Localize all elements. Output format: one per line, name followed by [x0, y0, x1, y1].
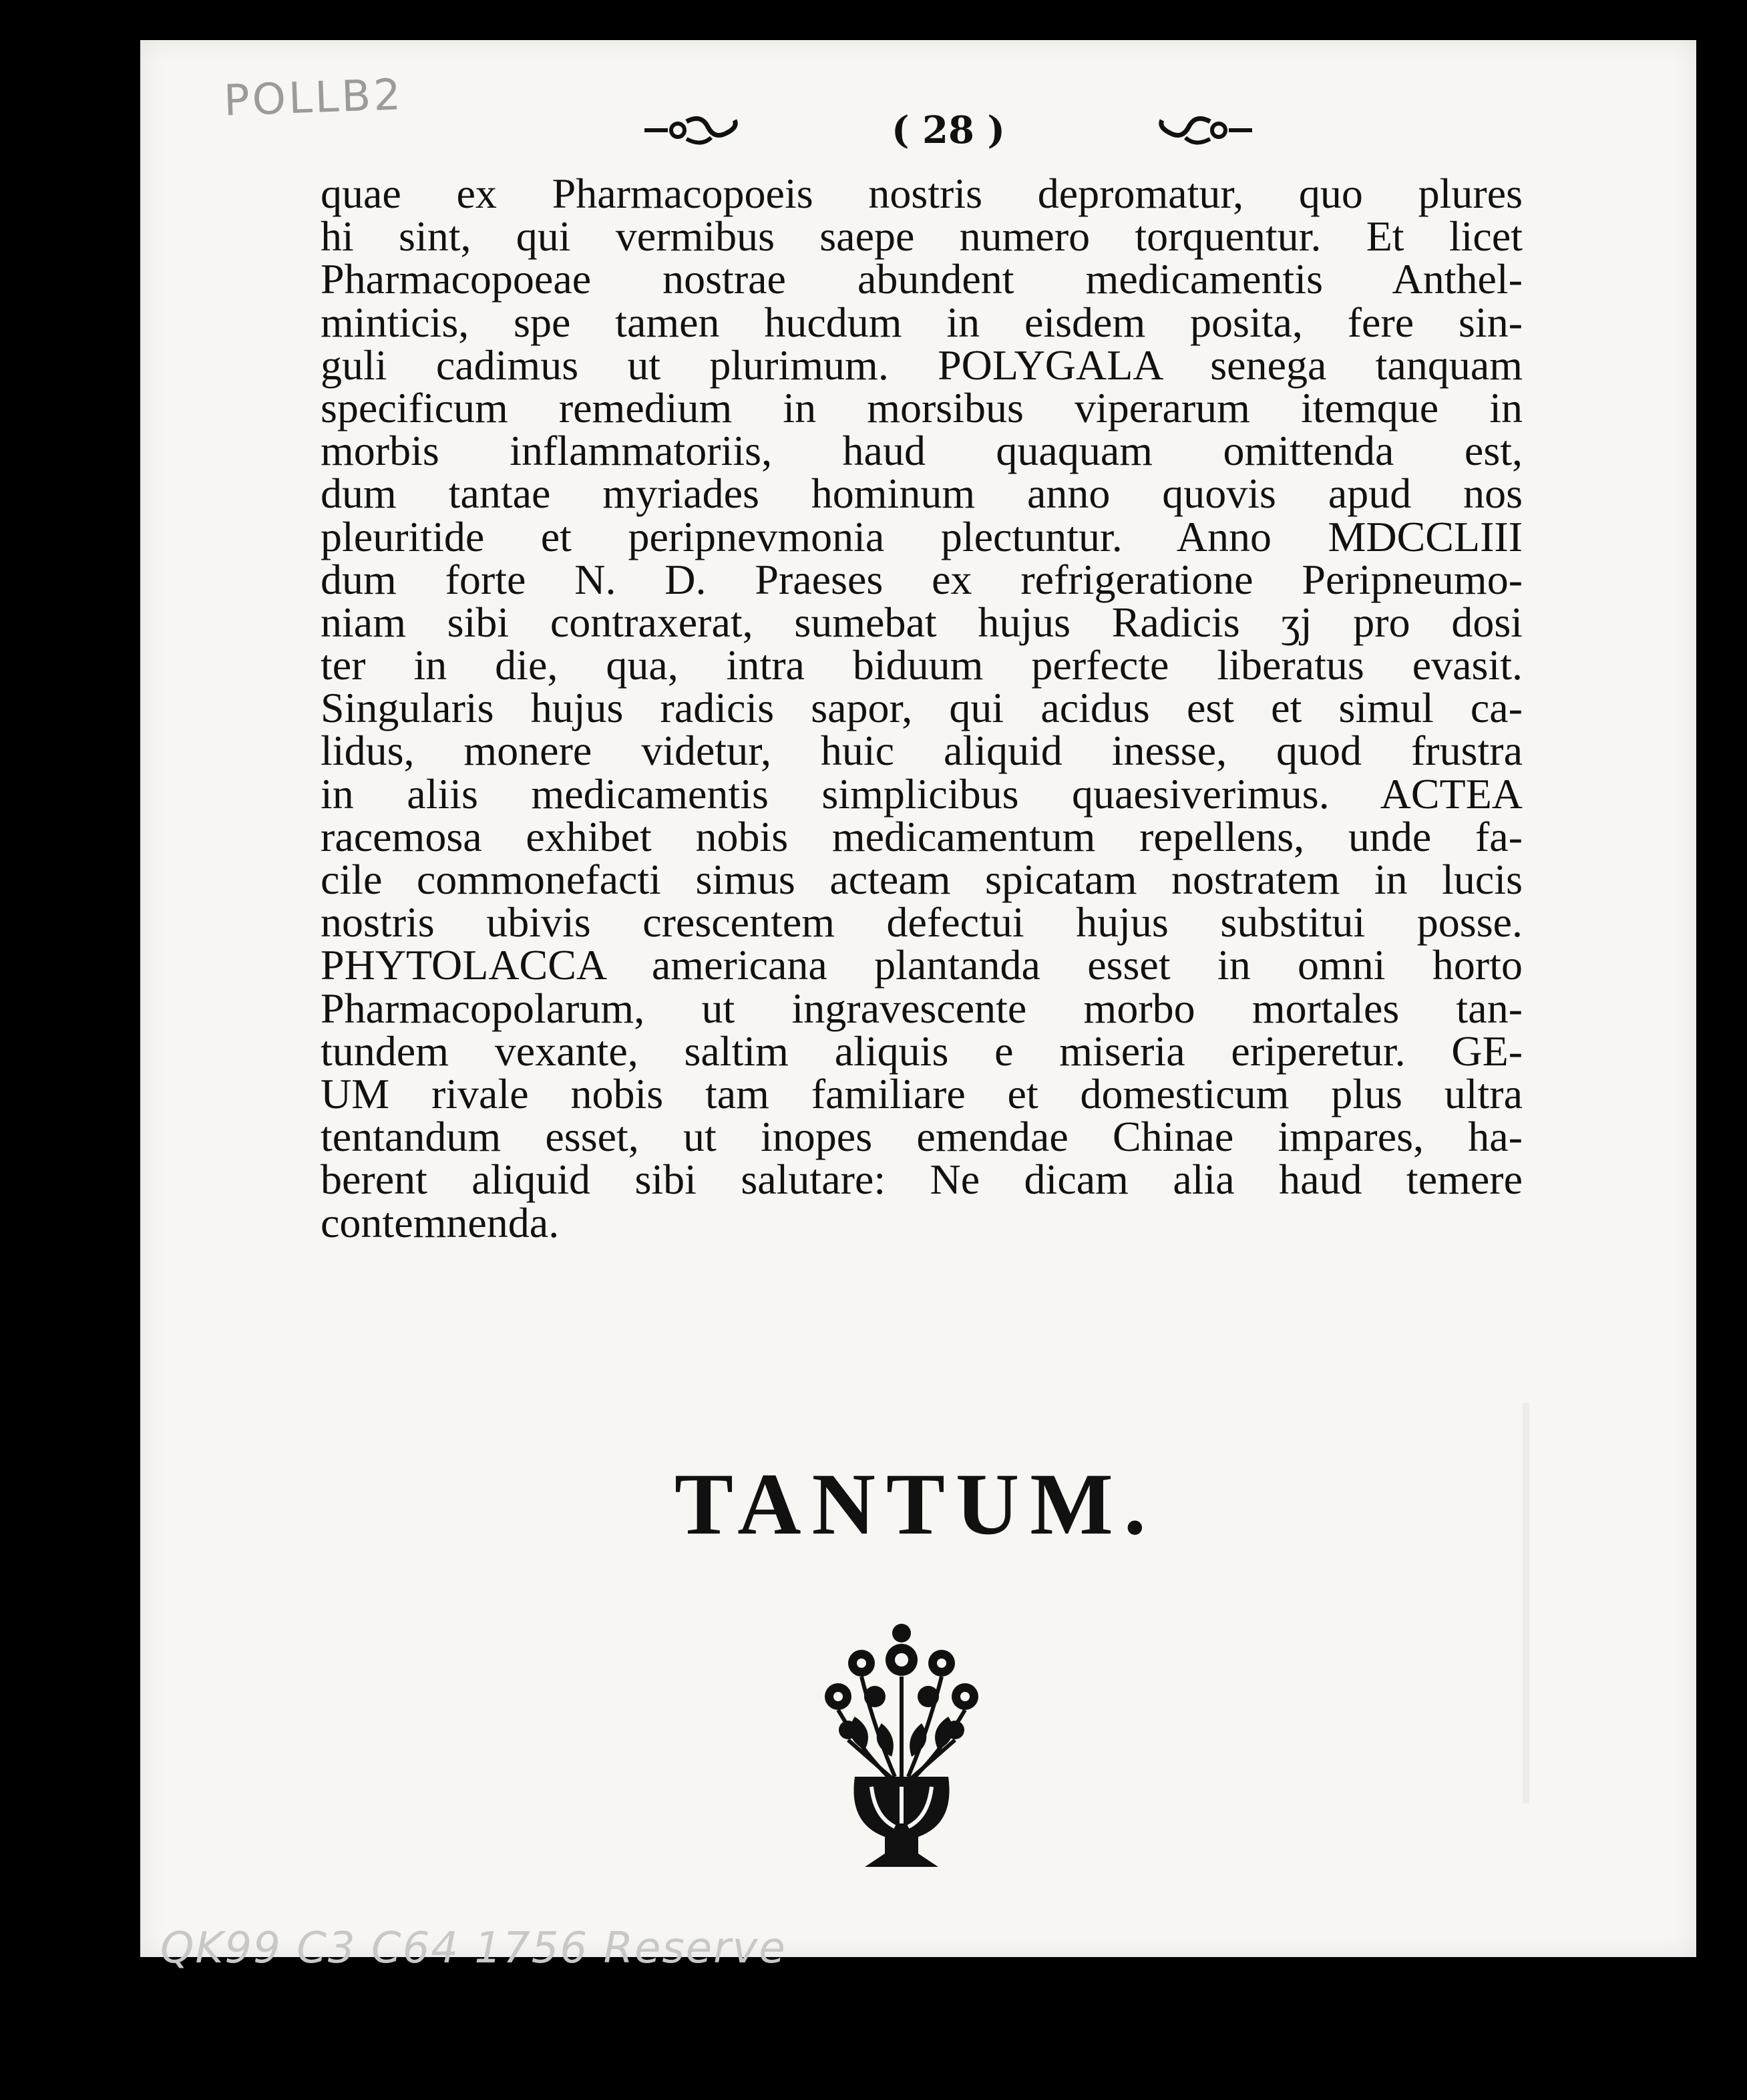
text-line: niam sibi contraxerat, sumebat hujus Radicis ʒj pro dosi — [321, 598, 1523, 646]
text-line: tundem vexante, saltim aliquis e miseria eriperetur. GE- — [321, 1027, 1523, 1075]
text-line: contemnenda. — [321, 1198, 560, 1246]
pencil-shelfmark-top: POLLB2 — [222, 70, 405, 126]
paper-crease — [1523, 1403, 1529, 1803]
text-line: PHYTOLACCA americana plantanda esset in omni horto — [321, 941, 1523, 989]
text-line: UM rivale nobis tam familiare et domesticum plus ultra — [321, 1069, 1523, 1117]
text-line: tentandum esset, ut inopes emendae Chinae impares, ha- — [321, 1113, 1523, 1161]
text-line: guli cadimus ut plurimum. POLYGALA senega tanquam — [321, 341, 1523, 389]
text-line: Singularis hujus radicis sapor, qui acidus est et simul ca- — [321, 684, 1523, 732]
text-line: Pharmacopoeae nostrae abundent medicamentis Anthel- — [321, 255, 1523, 303]
text-line: lidus, monere videtur, huic aliquid inesse, quod frustra — [321, 727, 1523, 775]
text-line: specificum remedium in morsibus viperarum itemque in — [321, 383, 1523, 431]
text-line: quae ex Pharmacopoeis nostris depromatur, quo plures — [321, 170, 1523, 217]
closing-title: TANTUM. — [674, 1455, 1157, 1553]
text-line: Pharmacopolarum, ut ingravescente morbo mortales tan- — [321, 984, 1523, 1032]
text-line: ter in die, qua, intra biduum perfecte liberatus evasit. — [321, 641, 1523, 689]
left-fleuron-icon — [641, 114, 741, 147]
text-line: in aliis medicamentis simplicibus quaesiverimus. ACTEA — [321, 769, 1523, 818]
text-line: berent aliquid sibi salutare: Ne dicam alia haud temere — [321, 1156, 1523, 1204]
text-line: pleuritide et peripnevmonia plectuntur. Anno MDCCLIII — [321, 512, 1523, 560]
running-head — [641, 97, 1255, 164]
body-text — [321, 172, 1523, 1244]
text-line: minticis, spe tamen hucdum in eisdem posita, fere sin- — [321, 298, 1523, 346]
text-line: cile commonefacti simus acteam spicatam nostratem in lucis — [321, 856, 1523, 903]
flower-vase-ornament-icon — [801, 1623, 1002, 1877]
right-fleuron-icon — [1155, 114, 1255, 147]
text-line: hi sint, qui vermibus saepe numero torquentur. Et licet — [321, 212, 1523, 260]
page-number: ( 28 ) — [892, 108, 1005, 152]
text-line: dum forte N. D. Praeses ex refrigeratione Peripneumo- — [321, 555, 1523, 603]
text-line: racemosa exhibet nobis medicamentum repellens, unde fa- — [321, 812, 1523, 860]
pencil-call-number: QK99 C3 C64 1756 Reserve — [160, 1924, 787, 1973]
text-line: morbis inflammatoriis, haud quaquam omittenda est, — [321, 427, 1523, 475]
text-line: dum tantae myriades hominum anno quovis apud nos — [321, 470, 1523, 518]
text-line: nostris ubivis crescentem defectui hujus substitui posse. — [321, 898, 1523, 946]
